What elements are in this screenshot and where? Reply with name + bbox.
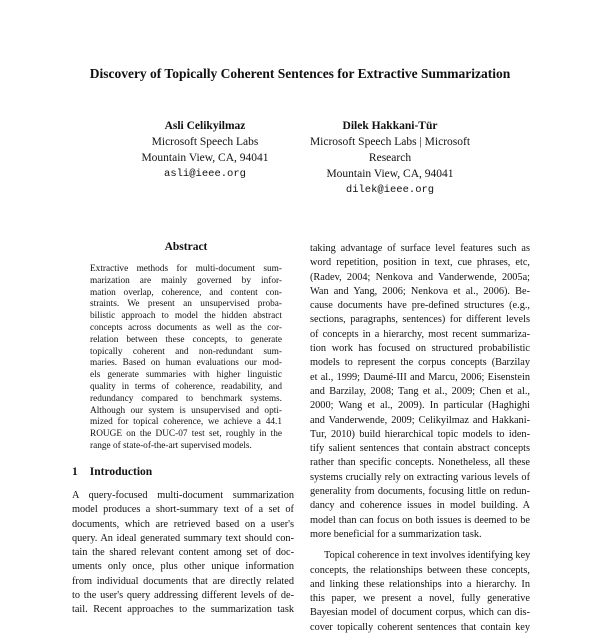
abstract-line: straints. We present an unsupervised proba-	[90, 299, 282, 310]
author-name: Dilek Hakkani-Tür	[342, 120, 438, 132]
body-line: cause documents have pre-defined structures (e.g.,	[310, 300, 530, 312]
author-location: Mountain View, CA, 94041	[141, 152, 269, 164]
body-line: rather than specific concepts. Nonetheless, all these	[310, 457, 530, 469]
body-line: query. An ideal generated summary text should con-	[72, 532, 294, 544]
author-location: Mountain View, CA, 94041	[326, 168, 454, 180]
abstract-body	[90, 264, 282, 453]
body-line: taking advantage of surface level features such as	[310, 243, 530, 254]
author-block-1	[120, 118, 290, 182]
body-line: sections, paragraphs, sentences) for different levels	[310, 314, 530, 326]
body-line: Wan and Yang, 2006; Nenkova et al., 2006). Be-	[310, 285, 530, 297]
body-line: to the user's query addressing different levels of de-	[72, 590, 294, 602]
abstract-line: quality in terms of coherence, readability, and	[90, 381, 282, 392]
body-line: this paper, we present a novel, fully generative	[310, 593, 530, 605]
abstract-line: maries. Based on human evaluations our mod-	[90, 358, 282, 369]
paragraph-gap	[310, 542, 530, 549]
body-line: dancy and coherence issues in model building. A	[310, 500, 530, 512]
body-line: model than can focus on both issues is deemed to be	[310, 514, 530, 526]
body-line: generality from documents, focusing little on redun-	[310, 486, 530, 498]
body-line: of concepts in a hierarchy, most recent summariza-	[310, 328, 530, 340]
abstract-line: redundancy compared to benchmark systems.	[90, 393, 282, 404]
body-line: A query-focused multi-document summarization	[72, 490, 294, 501]
abstract-line: mation overlap, coherence, and content con-	[90, 287, 282, 298]
body-line: uments only once, plus other unique information	[72, 561, 294, 573]
body-line: tify salient sentences that contain abstract concepts	[310, 443, 530, 455]
body-line: tion work has focused on structured probabilistic	[310, 343, 530, 355]
abstract-line: bilistic approach to model the hidden abstract	[90, 311, 282, 322]
abstract-line: ROUGE on the DUC-07 test set, roughly in the	[90, 429, 282, 440]
author-affiliation: Microsoft Speech Labs	[151, 136, 259, 148]
intro-left-column	[72, 489, 294, 618]
abstract-line: range of state-of-the-art supervised models.	[90, 440, 252, 451]
body-line: model produces a short-summary text of a set of	[72, 504, 294, 516]
abstract-line: concepts across documents as well as the cor-	[90, 322, 282, 333]
section-number: 1	[72, 466, 78, 478]
abstract-line: relation between these concepts, to generate	[90, 334, 282, 345]
body-line: and Barzilay, 2008; Tang et al., 2009; Chen et al.,	[310, 385, 530, 397]
body-line: models to represent the corpus concepts (Barzilay	[310, 357, 530, 369]
body-line: et al., 1999; Daumé-III and Marcu, 2006; Eisenstein	[310, 371, 530, 383]
author-block-2	[290, 118, 490, 198]
abstract-line: mized for topical coherence, we achieve a 44.1	[90, 417, 282, 428]
author-name: Asli Celikyilmaz	[164, 120, 246, 132]
abstract-line: Extractive methods for multi-document sum-	[90, 264, 282, 274]
abstract-line: topically coherent and non-redundant sum-	[90, 346, 282, 357]
body-line: cover topically coherent sentences that contain key	[310, 621, 530, 633]
body-line: Topical coherence in text involves identifying key	[324, 550, 531, 562]
body-line: (Radev, 2004; Nenkova and Vanderwende, 2005a;	[310, 271, 530, 283]
abstract-line: els generate summaries with higher linguistic	[90, 370, 282, 381]
author-email: dilek@ieee.org	[345, 184, 435, 196]
body-line: Bayesian model of document corpus, which can dis-	[310, 607, 530, 619]
body-line: tail. Recent approaches to the summarization task	[72, 604, 294, 616]
intro-right-column	[310, 242, 530, 635]
body-line: more beneficial for a summarization task.	[310, 528, 482, 540]
body-line: concepts, the relationships between these concepts,	[310, 564, 530, 576]
body-line: Tur, 2010) build hierarchical topic models to iden-	[310, 428, 530, 440]
body-line: from individual documents that are directly related	[72, 575, 294, 587]
body-line: word repetition, position in text, cue phrases, etc,	[310, 257, 530, 269]
abstract-heading: Abstract	[164, 241, 208, 253]
body-line: tain the shared relevant content among set of doc-	[72, 547, 294, 559]
author-affiliation: Microsoft Speech Labs | Microsoft Research	[309, 136, 471, 164]
section-heading-introduction	[72, 466, 152, 478]
section-title: Introduction	[89, 466, 153, 478]
body-line: systems crucially rely on extracting various levels of	[310, 471, 530, 483]
body-line: documents, which are retrieved based on a user's	[72, 518, 294, 530]
paper-title: Discovery of Topically Coherent Sentences for Extractive Summarization	[89, 66, 511, 81]
body-line: and Vanderwende, 2009; Celikyilmaz and Hakkani-	[310, 414, 530, 426]
body-line: 2000; Wang et al., 2009). In particular (Haghighi	[310, 400, 530, 412]
abstract-line: marization are mainly governed by infor-	[90, 275, 282, 286]
author-email: asli@ieee.org	[164, 168, 246, 180]
body-line: and linking these relationships into a hierarchy. In	[310, 578, 530, 590]
abstract-line: Although our system is unsupervised and opti-	[90, 405, 282, 416]
